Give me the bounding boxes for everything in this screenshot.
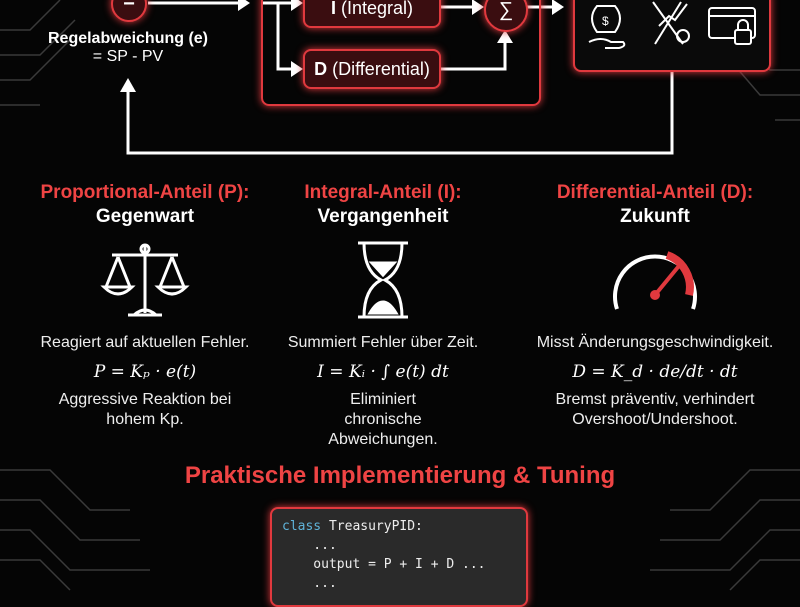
code-block (270, 507, 528, 607)
column-title: Proportional-Anteil (P): (40, 182, 250, 203)
column-title: Integral-Anteil (I): (304, 182, 462, 203)
column-effect: Eliminiert chronische Abweichungen. (328, 391, 438, 448)
column-subtitle: Gegenwart (95, 206, 195, 227)
column-effect: Bremst präventiv, verhindert Overshoot/Undershoot. (555, 391, 755, 428)
column-integral (253, 182, 513, 450)
sum-symbol: ∑ (498, 0, 514, 21)
error-formula: = SP - PV (92, 48, 164, 65)
svg-text:$: $ (602, 14, 609, 28)
code-line: TreasuryPID: (321, 519, 423, 534)
column-description: Reagiert auf aktuellen Fehler. (40, 334, 250, 351)
column-subtitle: Zukunft (620, 206, 690, 227)
column-description: Summiert Fehler über Zeit. (287, 334, 479, 351)
output-icons (575, 0, 769, 70)
code-line: output = P + I + D ... (282, 557, 486, 572)
output-block (573, 0, 771, 72)
scale-icon (100, 235, 190, 325)
differential-name: (Differential) (332, 58, 430, 79)
money-bag-hand-icon (589, 6, 624, 48)
column-subtitle: Vergangenheit (317, 206, 449, 227)
column-differential (525, 182, 785, 430)
integral-letter: I (330, 0, 336, 18)
column-proportional (15, 182, 275, 430)
implementation-heading: Praktische Implementierung & Tuning (184, 462, 616, 489)
code-line: ... (282, 538, 337, 553)
integral-name: (Integral) (340, 0, 414, 18)
credit-card-lock-icon (709, 8, 755, 44)
column-formula: P = Kₚ · e(t) (93, 362, 197, 382)
code-keyword: class (282, 519, 322, 534)
column-formula: D = K_d · de/dt · dt (572, 362, 738, 382)
code-line: ... (282, 576, 337, 591)
column-effect: Aggressive Reaktion bei hohem Kp. (58, 391, 232, 428)
minus-symbol: − (123, 0, 135, 15)
differential-block (303, 49, 441, 89)
differential-letter: D (314, 58, 328, 79)
gauge-icon (605, 235, 705, 325)
column-title: Differential-Anteil (D): (556, 182, 754, 203)
error-label: Regelabweichung (e) (47, 30, 209, 47)
integral-block (303, 0, 441, 28)
swords-chart-gear-icon (653, 2, 689, 44)
column-formula: I = Kᵢ · ∫ e(t) dt (317, 362, 449, 382)
column-description: Misst Änderungsgeschwindigkeit. (536, 334, 774, 351)
hourglass-icon (348, 235, 418, 325)
